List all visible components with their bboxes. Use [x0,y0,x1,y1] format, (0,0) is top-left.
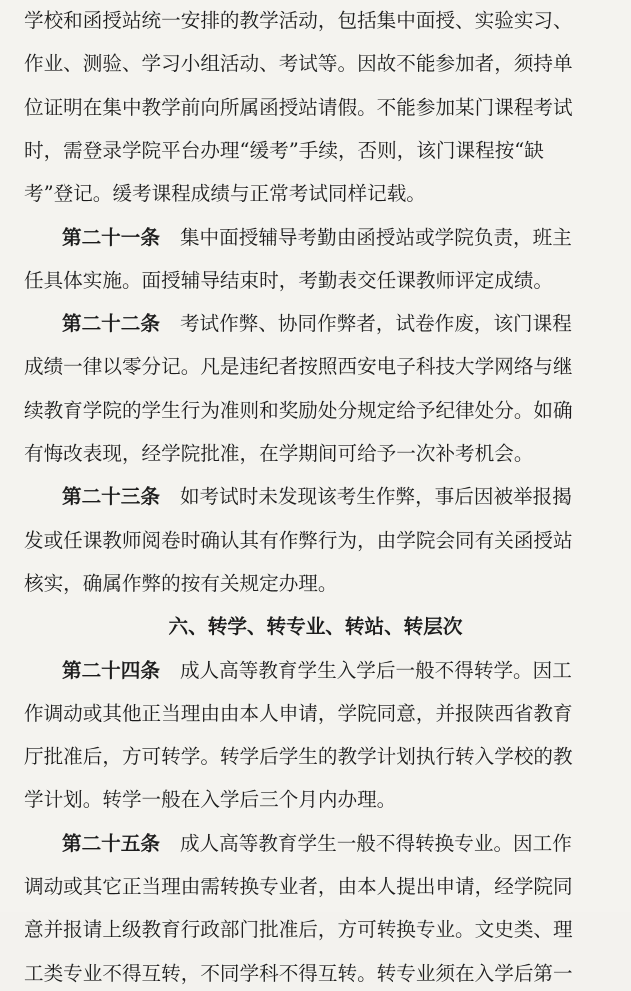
text-line: 厅批准后，方可转学。转学后学生的教学计划执行转入学校的教 [24,745,573,769]
text-line: 续教育学院的学生行为准则和奖励处分规定给予纪律处分。如确 [24,398,573,422]
article-text: 成人高等教育学生入学后一般不得转学。因工 [179,658,572,682]
text-line: 工类专业不得互转，不同学科不得互转。转专业须在入学后第一 [24,961,573,985]
article-label: 第二十五条 [62,831,160,855]
text-line: 发或任课教师阅卷时确认其有作弊行为，由学院会同有关函授站 [24,528,573,552]
article-label: 第二十二条 [62,312,160,336]
text-line: 时，需登录学院平台办理“缓考”手续，否则，该门课程按“缺 [24,138,544,162]
article-text: 考试作弊、协同作弊者，试卷作废，该门课程 [179,312,572,336]
article-23-first-line [62,480,572,514]
article-22-first-line [62,307,572,341]
article-21-first-line [62,221,572,255]
text-line: 学校和函授站统一安排的教学活动，包括集中面授、实验实习、 [24,9,573,32]
article-text: 集中面授辅导考勤由函授站或学院负责，班主 [179,225,572,249]
text-line: 核实，确属作弊的按有关规定办理。 [24,571,338,595]
text-line: 调动或其它正当理由需转换专业者，由本人提出申请，经学院同 [24,875,573,898]
article-label: 第二十三条 [62,485,160,509]
text-line: 考”登记。缓考课程成绩与正常考试同样记载。 [24,182,426,206]
article-text: 如考试时未发现该考生作弊，事后因被举报揭 [179,485,572,509]
text-line: 作业、测验、学习小组活动、考试等。因故不能参加者，须持单 [24,52,573,76]
text-line: 成绩一律以零分记。凡是违纪者按照西安电子科技大学网络与继 [24,355,573,379]
text-line: 位证明在集中教学前向所属函授站请假。不能参加某门课程考试 [24,95,573,119]
article-label: 第二十一条 [62,225,160,249]
article-text: 成人高等教育学生一般不得转换专业。因工作 [179,831,572,855]
article-25-first-line [62,827,572,861]
text-line: 学计划。转学一般在入学后三个月内办理。 [24,788,397,812]
article-24-first-line [62,654,572,688]
text-line: 意并报请上级教育行政部门批准后，方可转换专业。文史类、理 [24,918,573,942]
section-heading: 六、转学、转专业、转站、转层次 [168,615,463,639]
article-label: 第二十四条 [62,658,160,682]
text-line: 任具体实施。面授辅导结束时，考勤表交任课教师评定成绩。 [24,268,554,292]
text-line: 有悔改表现，经学院批准，在学期间可给予一次补考机会。 [24,442,534,465]
text-line: 作调动或其他正当理由由本人申请，学院同意，并报陕西省教育 [24,701,573,725]
